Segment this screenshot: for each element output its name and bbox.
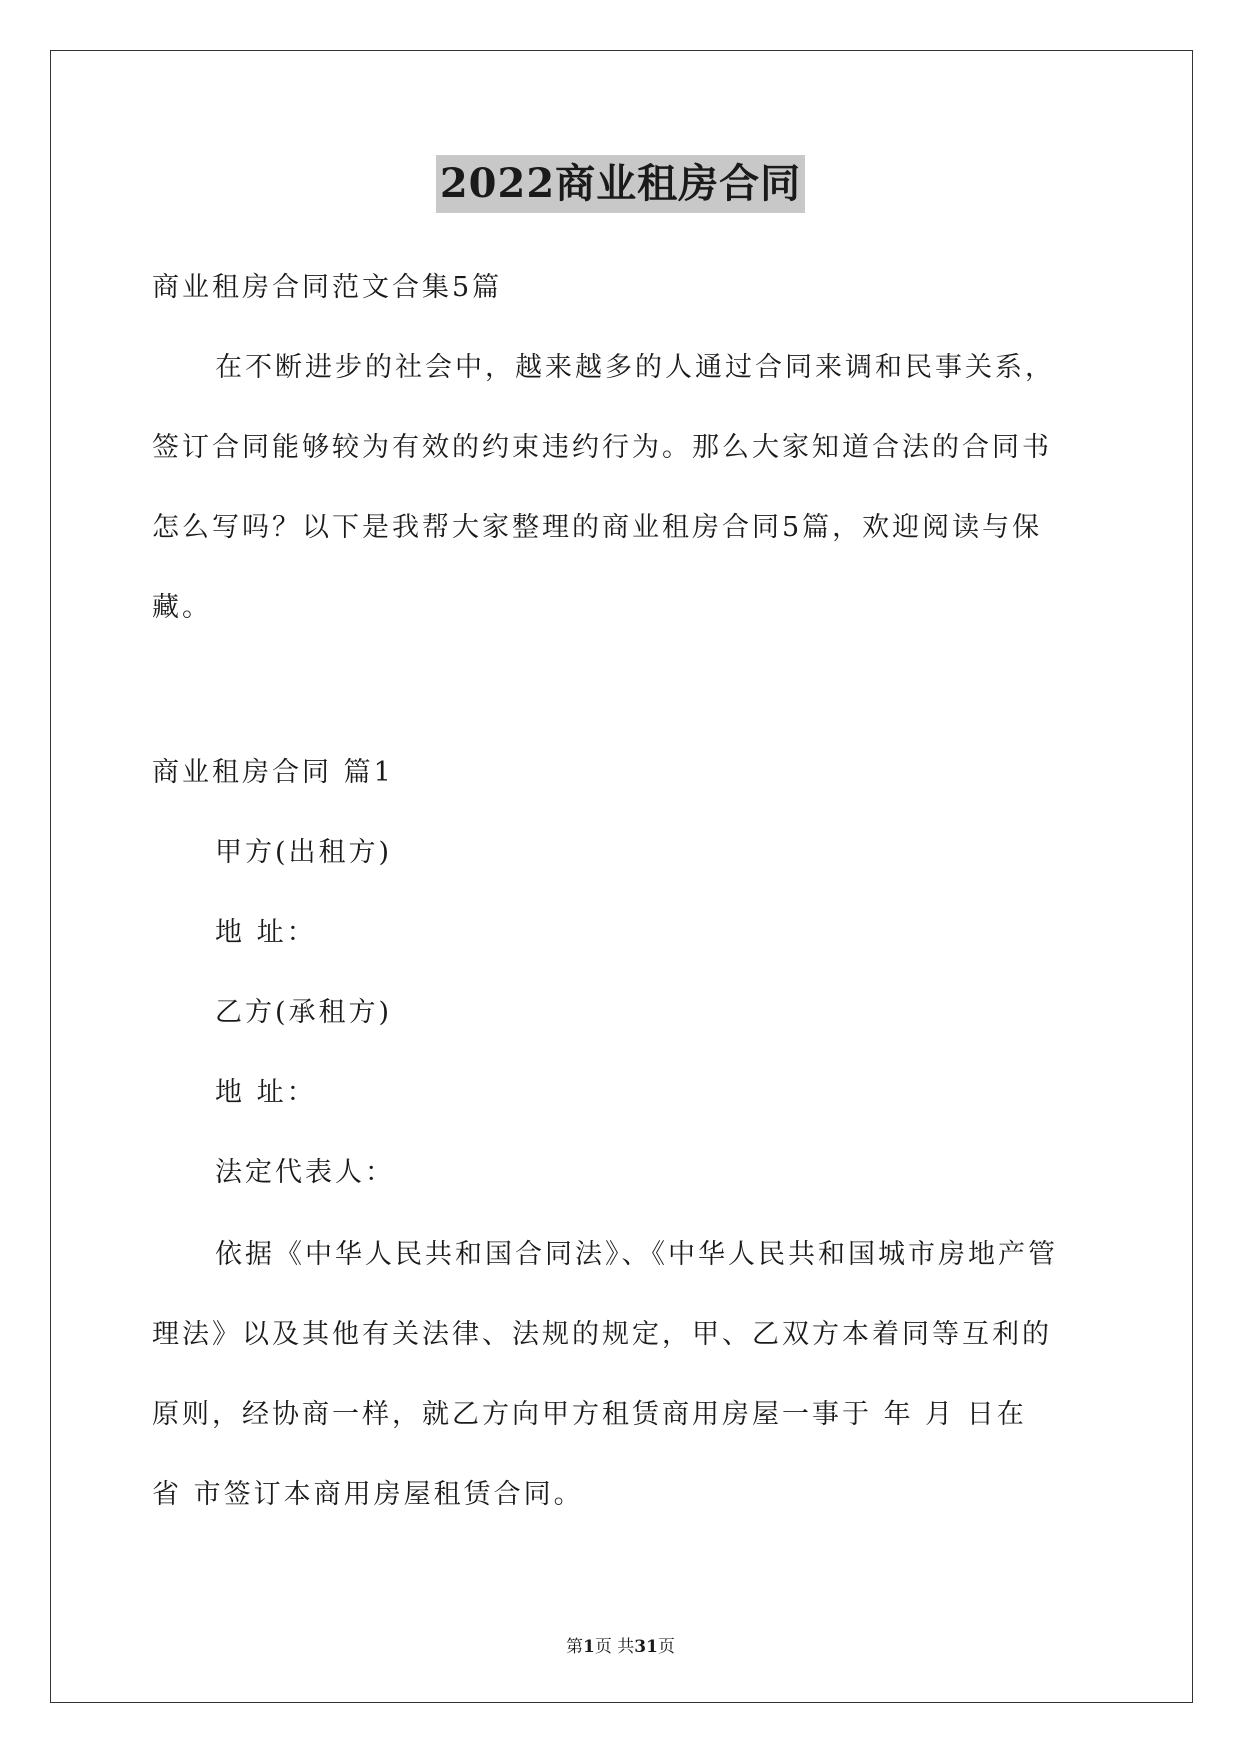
intro-line-3: 怎么写吗？以下是我帮大家整理的商业租房合同5篇，欢迎阅读与保: [152, 512, 1043, 543]
intro-line-4: 藏。: [152, 592, 212, 623]
intro-line-1: 在不断进步的社会中，越来越多的人通过合同来调和民事关系，: [215, 352, 1055, 383]
party-a-label: 甲方(出租方): [215, 837, 393, 868]
total-page-number: 31: [634, 1637, 658, 1657]
document-title: 2022商业租房合同: [436, 155, 805, 213]
party-b-label: 乙方(承租方): [215, 997, 393, 1028]
basis-line-1: 依据《中华人民共和国合同法》、《中华人民共和国城市房地产管: [215, 1239, 1058, 1270]
intro-line-2: 签订合同能够较为有效的约束违约行为。那么大家知道合法的合同书: [152, 432, 1052, 463]
footer-middle: 页 共: [594, 1637, 635, 1657]
basis-line-4: 省 市签订本商用房屋租赁合同。: [152, 1479, 584, 1510]
basis-line-2: 理法》以及其他有关法律、法规的规定，甲、乙双方本着同等互利的: [152, 1319, 1052, 1350]
section-heading: 商业租房合同 篇1: [152, 757, 394, 788]
document-subtitle: 商业租房合同范文合集5篇: [152, 272, 503, 303]
title-container: [0, 155, 1241, 213]
page-footer: [0, 1636, 1241, 1658]
party-b-address: 地 址：: [215, 1077, 317, 1108]
current-page-number: 1: [583, 1637, 595, 1657]
legal-representative: 法定代表人：: [215, 1157, 395, 1188]
footer-suffix: 页: [657, 1637, 675, 1657]
footer-prefix: 第: [566, 1637, 584, 1657]
party-a-address: 地 址：: [215, 917, 317, 948]
basis-line-3: 原则，经协商一样，就乙方向甲方租赁商用房屋一事于 年 月 日在: [152, 1399, 1027, 1430]
